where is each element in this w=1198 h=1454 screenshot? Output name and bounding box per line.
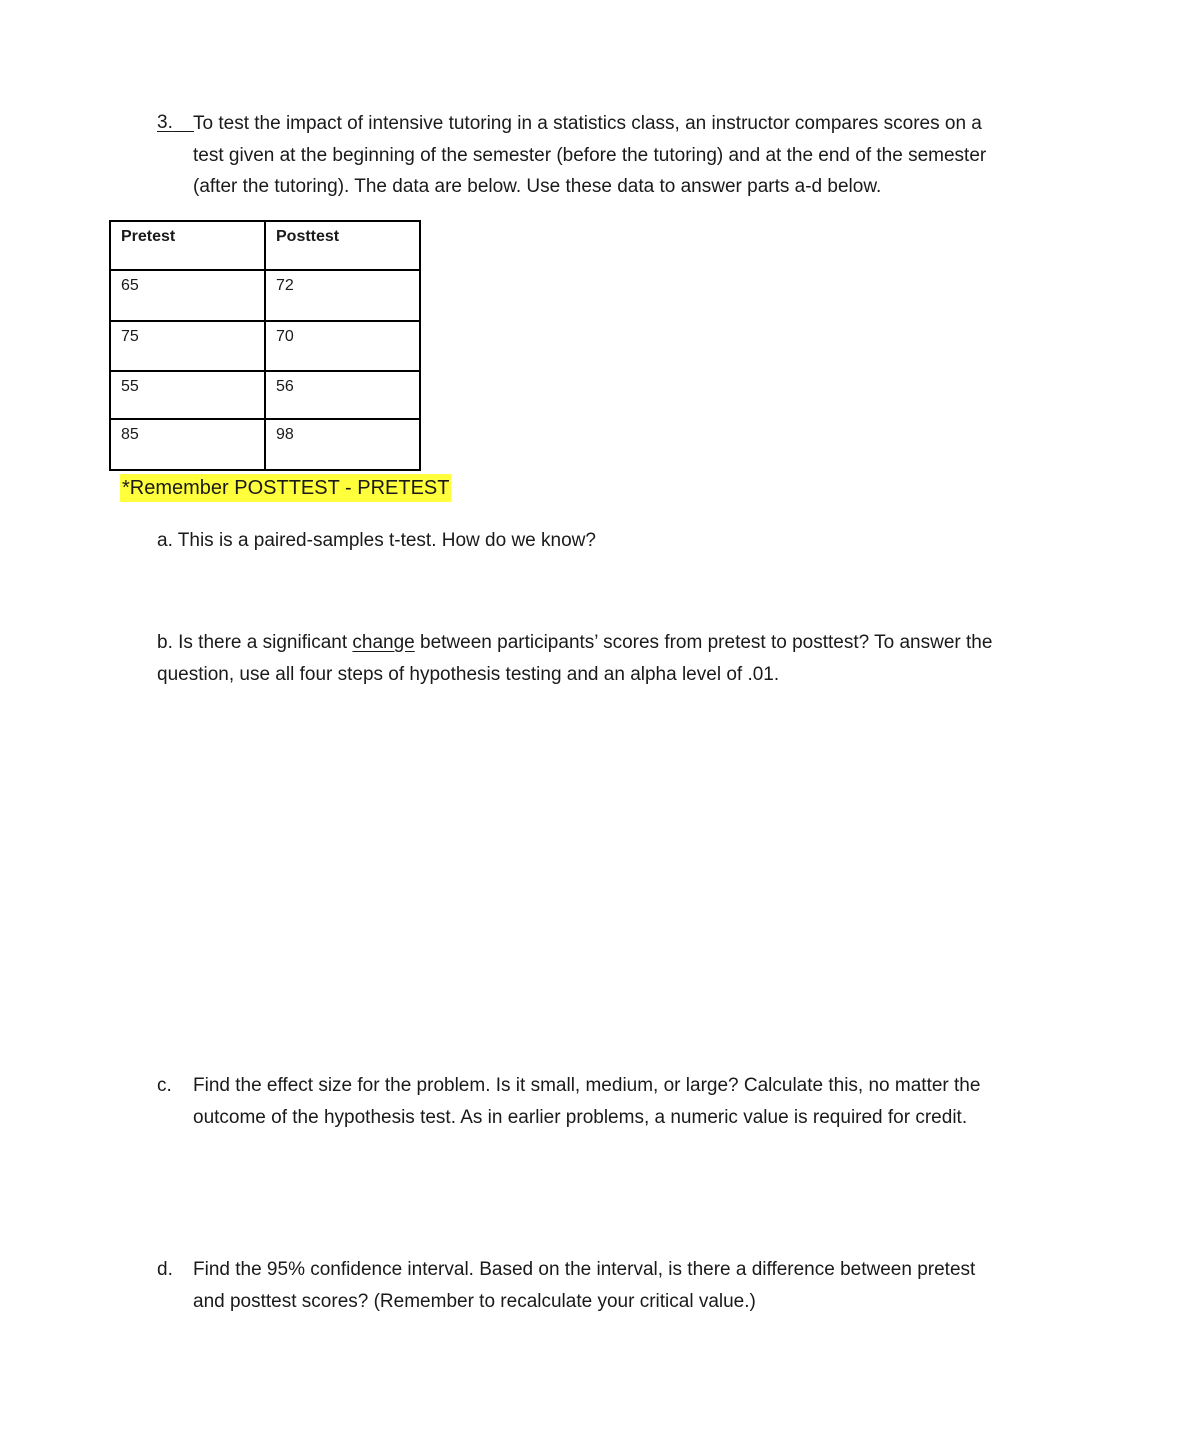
part-b-question bbox=[157, 627, 992, 690]
part-b-line-2: question, use all four steps of hypothesis testing and an alpha level of .01. bbox=[157, 663, 780, 685]
question-intro bbox=[193, 108, 1073, 203]
posttest-cell: 72 bbox=[265, 270, 420, 321]
intro-line-2: test given at the beginning of the semester (before the tutoring) and at the end of the semester bbox=[193, 144, 987, 166]
pretest-cell: 75 bbox=[110, 321, 265, 371]
part-a-question: a. This is a paired-samples t-test. How do we know? bbox=[157, 530, 596, 551]
part-c-question bbox=[193, 1070, 980, 1133]
table-header-row bbox=[110, 221, 420, 270]
part-c-line-2: outcome of the hypothesis test. As in earlier problems, a numeric value is required for credit. bbox=[193, 1106, 968, 1128]
score-table bbox=[109, 220, 421, 471]
pretest-cell: 65 bbox=[110, 270, 265, 321]
part-b-underlined-word: change bbox=[352, 632, 415, 653]
pretest-cell: 55 bbox=[110, 371, 265, 419]
part-b-text-before: b. Is there a significant bbox=[157, 632, 353, 653]
table-row bbox=[110, 371, 420, 419]
header-posttest: Posttest bbox=[265, 221, 420, 270]
posttest-cell: 70 bbox=[265, 321, 420, 371]
part-d-question bbox=[193, 1254, 975, 1317]
part-b-line-1 bbox=[157, 627, 992, 659]
part-d-line-1: Find the 95% confidence interval. Based on the interval, is there a difference between pretest bbox=[193, 1259, 976, 1280]
part-c-marker: c. bbox=[157, 1075, 172, 1096]
part-d-line-2: and posttest scores? (Remember to recalculate your critical value.) bbox=[193, 1290, 756, 1312]
intro-line-1: To test the impact of intensive tutoring in a statistics class, an instructor compares scores on a bbox=[193, 113, 982, 134]
part-d-marker: d. bbox=[157, 1259, 173, 1280]
posttest-cell: 56 bbox=[265, 371, 420, 419]
intro-line-3: (after the tutoring). The data are below. Use these data to answer parts a-d below. bbox=[193, 176, 882, 197]
table-row bbox=[110, 419, 420, 470]
part-b-text-after: between participants’ scores from pretest to posttest? To answer the bbox=[414, 632, 993, 653]
table-row bbox=[110, 321, 420, 371]
header-pretest: Pretest bbox=[110, 221, 265, 270]
pretest-cell: 85 bbox=[110, 419, 265, 470]
question-number: 3. bbox=[157, 112, 173, 133]
reminder-highlight: *Remember POSTTEST - PRETEST bbox=[120, 474, 451, 502]
posttest-cell: 98 bbox=[265, 419, 420, 470]
part-c-line-1: Find the effect size for the problem. Is it small, medium, or large? Calculate this, no matter the bbox=[193, 1075, 981, 1096]
table-row bbox=[110, 270, 420, 321]
